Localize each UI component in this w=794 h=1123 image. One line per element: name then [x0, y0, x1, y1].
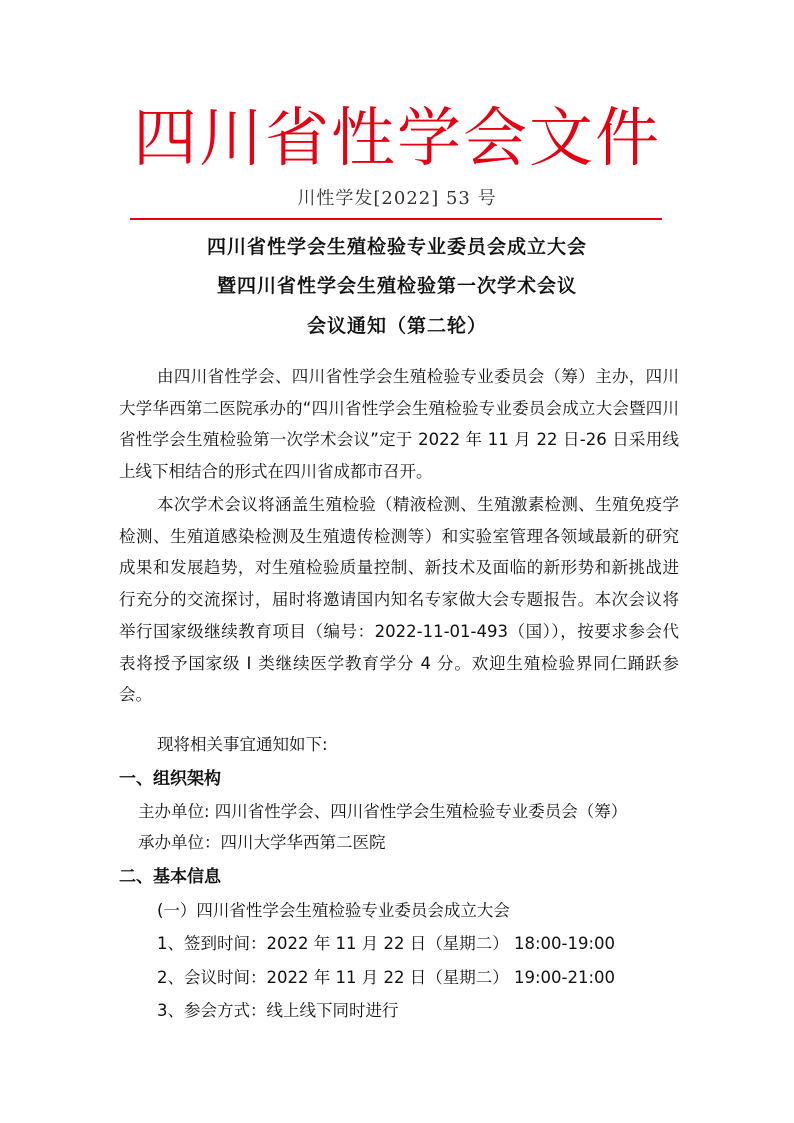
intro-paragraph: 由四川省性学会、四川省性学会生殖检验专业委员会（筹）主办，四川大学华西第二医院承办的“四川省性学会生殖检验专业委员会成立大会暨四川省性学会生殖检验第一次学术会议”定于 2022 年 11 月 22 日-26 日采用线上线下相结合的形式在四川省成都市召开。: [119, 367, 679, 482]
section-heading-organization: 一、组织架构: [119, 769, 221, 789]
scope-paragraph: 本次学术会议将涵盖生殖检验（精液检测、生殖激素检测、生殖免疫学检测、生殖道感染检测及生殖遗传检测等）和实验室管理各领域最新的研究成果和发展趋势，对生殖检验质量控制、新技术及面临的新形势和新挑战进行充分的交流探讨，届时将邀请国内知名专家做大会专题报告。本次会议将举行国家级继续教育项目（编号：2022-11-01-493（国）），按要求参会代表将授予国家级 Ⅰ 类继续医学教育学分 4 分。欢迎生殖检验界同仁踊跃参会。: [119, 495, 679, 705]
info-item-signin: 1、签到时间：2022 年 11 月 22 日（星期二） 18:00-19:00: [157, 934, 616, 953]
subsection-title: (一）四川省性学会生殖检验专业委员会成立大会: [157, 901, 510, 920]
host-line: 承办单位：四川大学华西第二医院: [138, 833, 386, 852]
notice-title-line1: 四川省性学会生殖检验专业委员会成立大会: [206, 236, 587, 258]
info-item-meeting-time: 2、会议时间：2022 年 11 月 22 日（星期二） 19:00-21:00: [157, 968, 616, 987]
red-divider: [130, 218, 662, 220]
info-item-attendance-mode: 3、参会方式：线上线下同时进行: [157, 1001, 399, 1020]
organizer-line: 主办单位: 四川省性学会、四川省性学会生殖检验专业委员会（筹）: [138, 802, 628, 821]
section-heading-basic-info: 二、基本信息: [119, 867, 221, 887]
document-number: 川性学发[2022] 53 号: [297, 188, 497, 209]
notice-lead: 现将相关事宜通知如下:: [157, 735, 328, 754]
masthead-title: 四川省性学会文件: [133, 102, 661, 176]
notice-title-line2: 暨四川省性学会生殖检验第一次学术会议: [216, 275, 577, 297]
notice-title-line3: 会议通知（第二轮）: [306, 315, 487, 337]
